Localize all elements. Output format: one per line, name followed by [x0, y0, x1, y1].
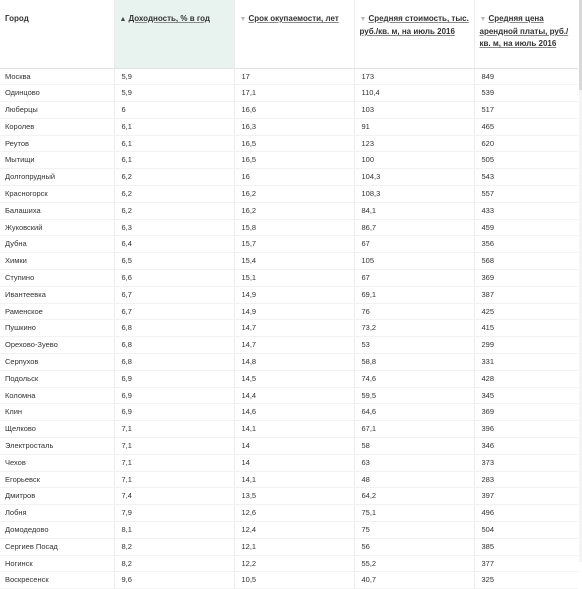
- table-row: [0, 236, 578, 253]
- table-row: [0, 253, 578, 270]
- cell-yield: 8,1: [114, 522, 234, 539]
- cell-avg-cost: 100: [354, 152, 474, 169]
- cell-payback: 14,7: [234, 320, 354, 337]
- cell-yield: 8,2: [114, 555, 234, 572]
- cell-city: Химки: [0, 253, 114, 270]
- table-row: [0, 320, 578, 337]
- cell-payback: 14,8: [234, 354, 354, 371]
- cell-payback: 14,1: [234, 421, 354, 438]
- cell-city: Егорьевск: [0, 471, 114, 488]
- cell-avg-rent: 299: [474, 337, 578, 354]
- cell-city: Подольск: [0, 370, 114, 387]
- cell-avg-cost: 75,1: [354, 505, 474, 522]
- cell-yield: 6,1: [114, 152, 234, 169]
- cell-city: Пушкино: [0, 320, 114, 337]
- table-row: [0, 404, 578, 421]
- table-header-row: [0, 0, 578, 68]
- cell-city: Королев: [0, 118, 114, 135]
- cell-city: Ногинск: [0, 555, 114, 572]
- table-row: [0, 68, 578, 85]
- column-header-yield[interactable]: [114, 0, 234, 68]
- cell-avg-rent: 517: [474, 102, 578, 119]
- cell-payback: 10,5: [234, 572, 354, 589]
- cell-yield: 8,2: [114, 538, 234, 555]
- cell-yield: 6,8: [114, 354, 234, 371]
- cell-avg-rent: 543: [474, 169, 578, 186]
- table-row: [0, 85, 578, 102]
- cell-avg-rent: 459: [474, 219, 578, 236]
- cell-avg-cost: 40,7: [354, 572, 474, 589]
- table-row: [0, 438, 578, 455]
- cell-payback: 16,2: [234, 186, 354, 203]
- cell-city: Серпухов: [0, 354, 114, 371]
- cell-avg-cost: 67: [354, 270, 474, 287]
- cell-yield: 6,7: [114, 303, 234, 320]
- cell-avg-cost: 53: [354, 337, 474, 354]
- cell-avg-cost: 64,6: [354, 404, 474, 421]
- cell-avg-cost: 108,3: [354, 186, 474, 203]
- cell-yield: 6,9: [114, 404, 234, 421]
- column-header-payback[interactable]: [234, 0, 354, 68]
- cell-avg-cost: 74,6: [354, 370, 474, 387]
- cell-payback: 14,7: [234, 337, 354, 354]
- cell-avg-cost: 63: [354, 454, 474, 471]
- cell-payback: 16,3: [234, 118, 354, 135]
- cell-payback: 15,4: [234, 253, 354, 270]
- cell-yield: 6,5: [114, 253, 234, 270]
- cell-avg-rent: 369: [474, 404, 578, 421]
- cell-city: Долгопрудный: [0, 169, 114, 186]
- cell-avg-rent: 373: [474, 454, 578, 471]
- cell-avg-rent: 356: [474, 236, 578, 253]
- cell-avg-cost: 67,1: [354, 421, 474, 438]
- cell-payback: 14,5: [234, 370, 354, 387]
- cell-payback: 14: [234, 454, 354, 471]
- cell-city: Орехово-Зуево: [0, 337, 114, 354]
- cell-payback: 15,1: [234, 270, 354, 287]
- cell-city: Ивантеевка: [0, 286, 114, 303]
- cell-city: Коломна: [0, 387, 114, 404]
- table-row: [0, 555, 578, 572]
- cell-avg-cost: 67: [354, 236, 474, 253]
- table-row: [0, 186, 578, 203]
- cell-avg-cost: 55,2: [354, 555, 474, 572]
- cell-yield: 9,6: [114, 572, 234, 589]
- column-header-city[interactable]: [0, 0, 114, 68]
- cell-avg-rent: 331: [474, 354, 578, 371]
- cell-payback: 14,4: [234, 387, 354, 404]
- cell-avg-rent: 465: [474, 118, 578, 135]
- cell-avg-cost: 110,4: [354, 85, 474, 102]
- cell-avg-rent: 504: [474, 522, 578, 539]
- sort-descending-icon: ▼: [359, 16, 367, 23]
- table-row: [0, 522, 578, 539]
- cell-yield: 6,1: [114, 118, 234, 135]
- cell-payback: 16,6: [234, 102, 354, 119]
- cell-yield: 7,4: [114, 488, 234, 505]
- cell-avg-rent: 557: [474, 186, 578, 203]
- cell-city: Домодедово: [0, 522, 114, 539]
- table-row: [0, 354, 578, 371]
- cell-avg-cost: 76: [354, 303, 474, 320]
- cell-city: Москва: [0, 68, 114, 85]
- table-row: [0, 505, 578, 522]
- cell-city: Раменское: [0, 303, 114, 320]
- cell-city: Люберцы: [0, 102, 114, 119]
- cell-avg-rent: 346: [474, 438, 578, 455]
- cell-payback: 12,6: [234, 505, 354, 522]
- cell-payback: 17,1: [234, 85, 354, 102]
- cell-yield: 6,2: [114, 202, 234, 219]
- cell-city: Мытищи: [0, 152, 114, 169]
- cell-avg-rent: 505: [474, 152, 578, 169]
- cell-yield: 6,8: [114, 320, 234, 337]
- cell-yield: 6,2: [114, 186, 234, 203]
- table-row: [0, 471, 578, 488]
- cell-avg-cost: 56: [354, 538, 474, 555]
- cell-city: Дубна: [0, 236, 114, 253]
- cell-yield: 7,1: [114, 454, 234, 471]
- table-row: [0, 286, 578, 303]
- cell-avg-cost: 84,1: [354, 202, 474, 219]
- cell-avg-cost: 91: [354, 118, 474, 135]
- cell-payback: 12,1: [234, 538, 354, 555]
- cell-city: Жуковский: [0, 219, 114, 236]
- cell-payback: 16,5: [234, 135, 354, 152]
- column-header-label: Средняя цена арендной платы, руб./ кв. м, на июль 2016: [479, 14, 569, 48]
- cell-yield: 6,4: [114, 236, 234, 253]
- cell-city: Одинцово: [0, 85, 114, 102]
- table-row: [0, 488, 578, 505]
- cell-avg-cost: 123: [354, 135, 474, 152]
- cell-payback: 15,7: [234, 236, 354, 253]
- cell-payback: 15,8: [234, 219, 354, 236]
- cell-yield: 6,3: [114, 219, 234, 236]
- table-row: [0, 387, 578, 404]
- cell-yield: 6: [114, 102, 234, 119]
- cell-city: Чехов: [0, 454, 114, 471]
- cell-avg-rent: 568: [474, 253, 578, 270]
- cell-avg-cost: 103: [354, 102, 474, 119]
- cell-avg-rent: 620: [474, 135, 578, 152]
- column-header-avg-cost[interactable]: [354, 0, 474, 68]
- cell-payback: 14,1: [234, 471, 354, 488]
- cell-payback: 13,5: [234, 488, 354, 505]
- cell-payback: 16,2: [234, 202, 354, 219]
- cell-yield: 7,1: [114, 471, 234, 488]
- table-row: [0, 572, 578, 589]
- cell-avg-rent: 397: [474, 488, 578, 505]
- cell-yield: 5,9: [114, 68, 234, 85]
- table-row: [0, 421, 578, 438]
- cell-city: Балашиха: [0, 202, 114, 219]
- column-header-label: Срок окупаемости, лет: [248, 14, 339, 23]
- cell-city: Лобня: [0, 505, 114, 522]
- cell-yield: 7,1: [114, 438, 234, 455]
- column-header-label: Средняя стоимость, тыс. руб./кв. м, на июль 2016: [359, 14, 469, 36]
- cell-avg-rent: 325: [474, 572, 578, 589]
- cell-city: Электросталь: [0, 438, 114, 455]
- cell-avg-cost: 64,2: [354, 488, 474, 505]
- cell-payback: 14,9: [234, 286, 354, 303]
- cell-payback: 12,2: [234, 555, 354, 572]
- cell-avg-cost: 105: [354, 253, 474, 270]
- cell-city: Красногорск: [0, 186, 114, 203]
- cell-payback: 16,5: [234, 152, 354, 169]
- cell-avg-cost: 48: [354, 471, 474, 488]
- cell-payback: 14,9: [234, 303, 354, 320]
- cell-avg-rent: 369: [474, 270, 578, 287]
- table-row: [0, 202, 578, 219]
- cell-avg-cost: 75: [354, 522, 474, 539]
- cell-yield: 6,9: [114, 370, 234, 387]
- table-row: [0, 219, 578, 236]
- cell-avg-rent: 377: [474, 555, 578, 572]
- cell-city: Ступино: [0, 270, 114, 287]
- cell-yield: 7,1: [114, 421, 234, 438]
- cell-city: Реутов: [0, 135, 114, 152]
- cell-payback: 17: [234, 68, 354, 85]
- cell-avg-cost: 73,2: [354, 320, 474, 337]
- cell-avg-rent: 428: [474, 370, 578, 387]
- cell-avg-rent: 283: [474, 471, 578, 488]
- cell-payback: 16: [234, 169, 354, 186]
- cell-avg-cost: 59,5: [354, 387, 474, 404]
- cell-yield: 6,1: [114, 135, 234, 152]
- cell-avg-cost: 58,8: [354, 354, 474, 371]
- cell-city: Клин: [0, 404, 114, 421]
- cell-avg-rent: 415: [474, 320, 578, 337]
- cell-avg-rent: 345: [474, 387, 578, 404]
- cell-payback: 14,6: [234, 404, 354, 421]
- cell-city: Сергиев Посад: [0, 538, 114, 555]
- cell-avg-rent: 849: [474, 68, 578, 85]
- cell-yield: 6,7: [114, 286, 234, 303]
- cell-avg-rent: 387: [474, 286, 578, 303]
- table-row: [0, 454, 578, 471]
- cell-payback: 12,4: [234, 522, 354, 539]
- cell-avg-rent: 396: [474, 421, 578, 438]
- table-row: [0, 270, 578, 287]
- table-row: [0, 152, 578, 169]
- column-header-label: Город: [5, 14, 29, 23]
- cell-avg-rent: 496: [474, 505, 578, 522]
- table-body: [0, 68, 578, 589]
- column-header-label: Доходность, % в год: [128, 14, 210, 23]
- cell-avg-rent: 385: [474, 538, 578, 555]
- cell-city: Щелково: [0, 421, 114, 438]
- table-row: [0, 118, 578, 135]
- table-row: [0, 135, 578, 152]
- table-row: [0, 370, 578, 387]
- cell-yield: 6,9: [114, 387, 234, 404]
- cell-payback: 14: [234, 438, 354, 455]
- cell-avg-rent: 433: [474, 202, 578, 219]
- cell-yield: 6,8: [114, 337, 234, 354]
- cell-yield: 6,2: [114, 169, 234, 186]
- table-row: [0, 337, 578, 354]
- column-header-avg-rent[interactable]: [474, 0, 578, 68]
- table-row: [0, 102, 578, 119]
- sort-descending-icon: ▼: [479, 16, 487, 23]
- cell-avg-cost: 173: [354, 68, 474, 85]
- cell-avg-cost: 58: [354, 438, 474, 455]
- sort-ascending-icon: ▲: [119, 16, 127, 23]
- sort-descending-icon: ▼: [239, 16, 247, 23]
- cell-avg-cost: 69,1: [354, 286, 474, 303]
- table-row: [0, 303, 578, 320]
- cell-avg-cost: 86,7: [354, 219, 474, 236]
- cell-avg-rent: 539: [474, 85, 578, 102]
- cell-city: Воскресенск: [0, 572, 114, 589]
- cell-avg-cost: 104,3: [354, 169, 474, 186]
- cell-avg-rent: 425: [474, 303, 578, 320]
- table-row: [0, 169, 578, 186]
- cell-yield: 5,9: [114, 85, 234, 102]
- cell-city: Дмитров: [0, 488, 114, 505]
- cell-yield: 7,9: [114, 505, 234, 522]
- table-row: [0, 538, 578, 555]
- cell-yield: 6,6: [114, 270, 234, 287]
